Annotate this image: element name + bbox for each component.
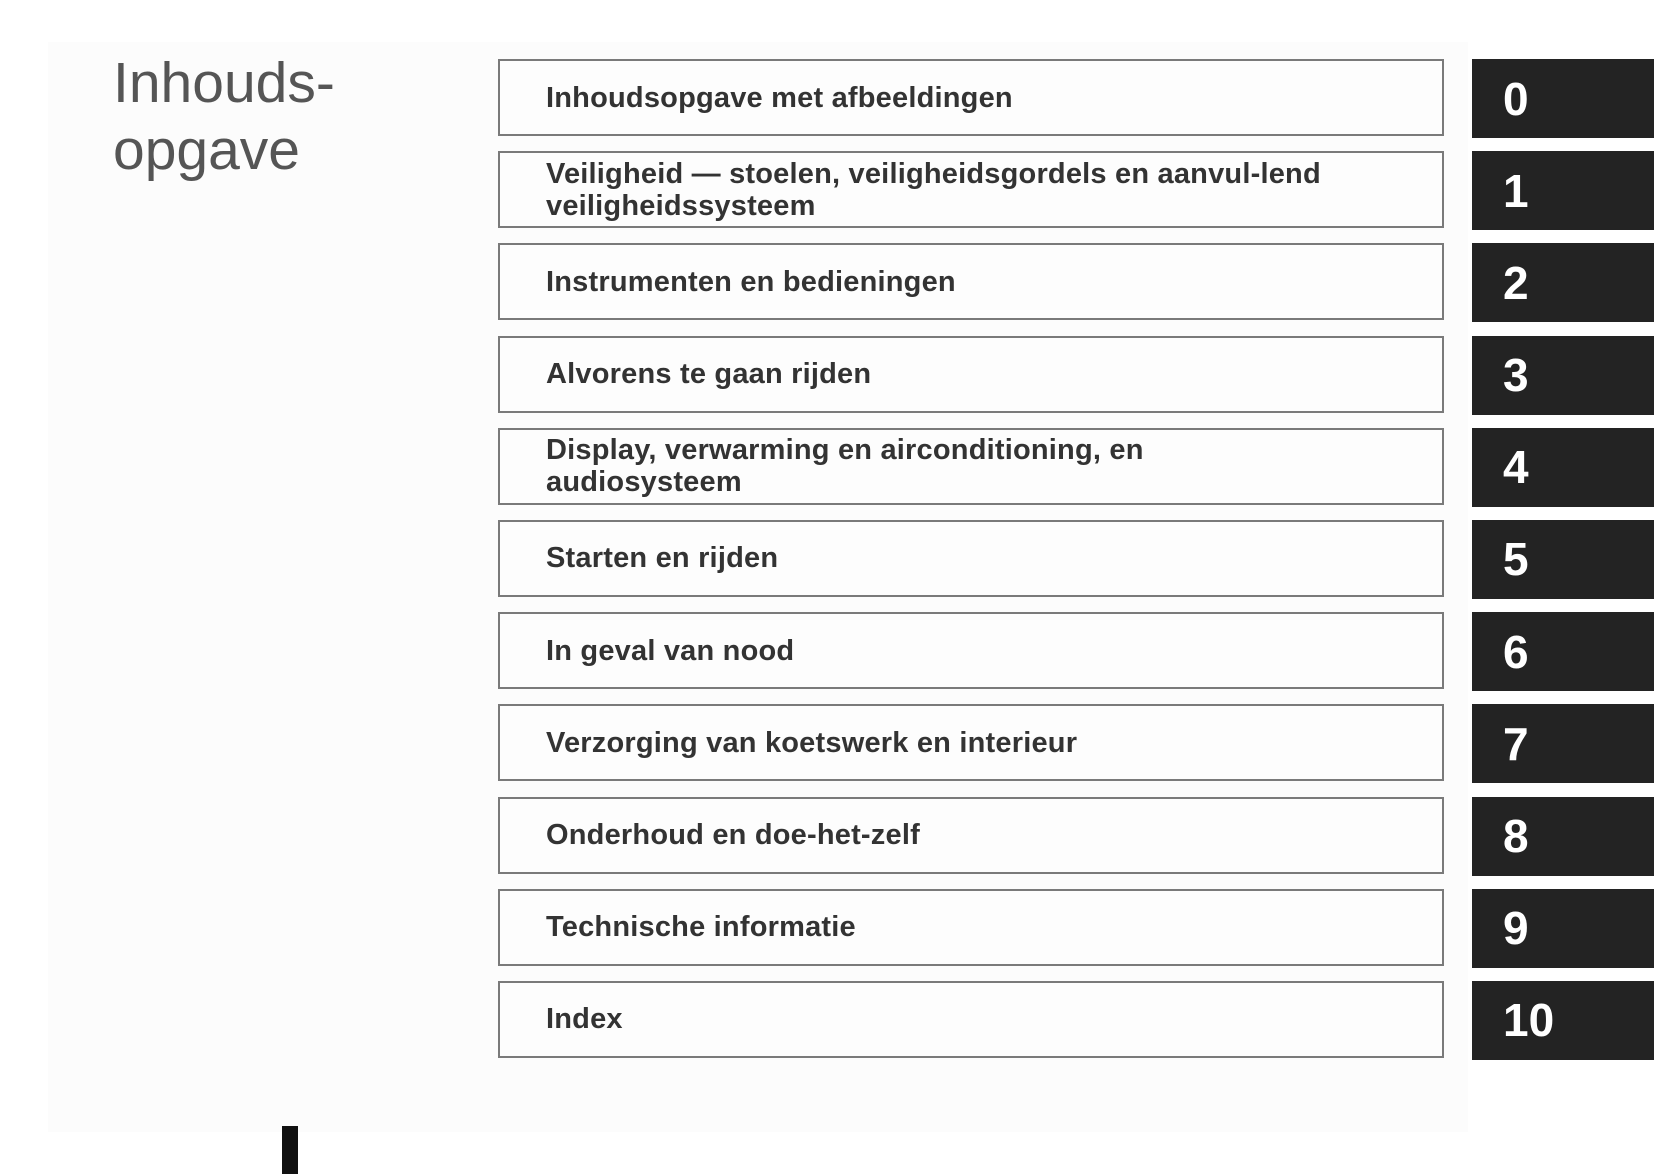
section-tab-number: 4	[1503, 441, 1529, 494]
toc-entry-box[interactable]	[498, 520, 1444, 597]
section-tab-2[interactable]	[1472, 243, 1654, 322]
toc-entry-0[interactable]	[498, 59, 1654, 138]
section-tab-4[interactable]	[1472, 428, 1654, 507]
toc-entry-label: Starten en rijden	[546, 542, 779, 575]
page-title	[113, 50, 335, 184]
toc-entry-box[interactable]	[498, 612, 1444, 689]
section-tab-number: 8	[1503, 810, 1529, 862]
table-of-contents	[498, 59, 1654, 1073]
toc-entry-label: Technische informatie	[546, 911, 856, 944]
toc-entry-4[interactable]	[498, 428, 1654, 507]
section-tab-9[interactable]	[1472, 889, 1654, 968]
toc-entry-box[interactable]	[498, 428, 1444, 505]
toc-entry-10[interactable]	[498, 981, 1654, 1060]
page-title-line-2: opgave	[113, 118, 301, 182]
toc-entry-3[interactable]	[498, 336, 1654, 415]
toc-entry-box[interactable]	[498, 243, 1444, 320]
toc-entry-label: Verzorging van koetswerk en interieur	[546, 726, 1078, 759]
section-tab-7[interactable]	[1472, 704, 1654, 783]
toc-entry-7[interactable]	[498, 704, 1654, 783]
toc-entry-label: Instrumenten en bedieningen	[546, 265, 956, 298]
toc-entry-9[interactable]	[498, 889, 1654, 968]
toc-entry-box[interactable]	[498, 797, 1444, 874]
section-tab-number: 0	[1503, 72, 1529, 125]
section-tab-number: 9	[1503, 902, 1529, 955]
toc-entry-label: Alvorens te gaan rijden	[546, 358, 872, 391]
toc-entry-6[interactable]	[498, 612, 1654, 691]
print-registration-mark	[282, 1126, 298, 1174]
section-tab-1[interactable]	[1472, 151, 1654, 230]
section-tab-5[interactable]	[1472, 520, 1654, 599]
toc-entry-1[interactable]	[498, 151, 1654, 230]
toc-entry-box[interactable]	[498, 889, 1444, 966]
section-tab-3[interactable]	[1472, 336, 1654, 415]
toc-entry-box[interactable]	[498, 59, 1444, 136]
section-tab-10[interactable]	[1472, 981, 1654, 1060]
toc-entry-box[interactable]	[498, 336, 1444, 413]
toc-entry-box[interactable]	[498, 704, 1444, 781]
page-title-line-1: Inhouds-	[113, 51, 335, 115]
toc-entry-box[interactable]	[498, 981, 1444, 1058]
section-tab-number: 5	[1503, 533, 1529, 586]
section-tab-number: 10	[1503, 994, 1555, 1047]
section-tab-number: 6	[1503, 625, 1529, 678]
section-tab-number: 1	[1503, 164, 1529, 217]
section-tab-number: 2	[1503, 256, 1529, 309]
toc-entry-label: Index	[546, 1003, 623, 1036]
section-tab-8[interactable]	[1472, 797, 1654, 876]
toc-entry-label: Inhoudsopgave met afbeeldingen	[546, 81, 1013, 114]
toc-entry-8[interactable]	[498, 797, 1654, 876]
toc-entry-label: Veiligheid — stoelen, veiligheidsgordels en aanvul-lend veiligheidssysteem	[546, 157, 1321, 222]
toc-entry-label: In geval van nood	[546, 634, 795, 667]
toc-entry-5[interactable]	[498, 520, 1654, 599]
section-tab-0[interactable]	[1472, 59, 1654, 138]
section-tab-number: 3	[1503, 349, 1529, 402]
toc-entry-label: Display, verwarming en airconditioning, en audiosysteem	[546, 434, 1144, 499]
toc-entry-box[interactable]	[498, 151, 1444, 228]
toc-entry-label: Onderhoud en doe-het-zelf	[546, 819, 920, 851]
section-tab-6[interactable]	[1472, 612, 1654, 691]
section-tab-number: 7	[1503, 717, 1529, 770]
toc-entry-2[interactable]	[498, 243, 1654, 322]
